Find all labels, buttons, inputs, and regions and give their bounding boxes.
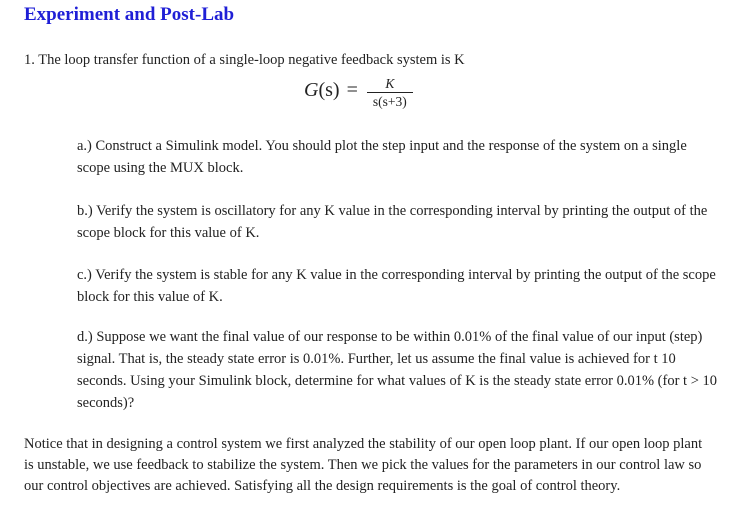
equation-lhs-arg: (s) xyxy=(318,78,340,101)
equation-lhs xyxy=(304,79,340,102)
notice-paragraph: Notice that in designing a control system we first analyzed the stability of our open loop plant. If our open loop plant is unstable, we use feedback to stabilize the system. Then we pick the values for the parameters in our control law so our control objectives are achieved. Satisfying all the design requirements is the goal of control theory. xyxy=(24,436,703,494)
equation-denominator: s(s+3) xyxy=(372,93,407,109)
question-1-text: 1. The loop transfer function of a single-loop negative feedback system is K xyxy=(24,52,465,68)
equation-fraction xyxy=(367,76,413,109)
part-c: c.) Verify the system is stable for any K value in the corresponding interval by printing the output of the scope block for this value of K. xyxy=(77,267,716,305)
part-d: d.) Suppose we want the final value of our response to be within 0.01% of the final value of our input (step) signal. That is, the steady state error is 0.01%. Further, let us assume the final value is achieved for t 10 seconds. Using your Simulink block, determine for what values of K is the steady state error 0.01% (for t > 10 seconds)? xyxy=(77,329,717,411)
page-title: Experiment and Post-Lab xyxy=(24,4,235,25)
part-b: b.) Verify the system is oscillatory for any K value in the corresponding interval by printing the output of the scope block for this value of K. xyxy=(77,203,708,241)
part-a: a.) Construct a Simulink model. You should plot the step input and the response of the system on a single scope using the MUX block. xyxy=(77,138,687,176)
equation-lhs-symbol: G xyxy=(304,78,319,101)
equation-equals: = xyxy=(346,78,358,101)
transfer-function-equation xyxy=(304,70,413,110)
equation-numerator: K xyxy=(367,76,413,93)
